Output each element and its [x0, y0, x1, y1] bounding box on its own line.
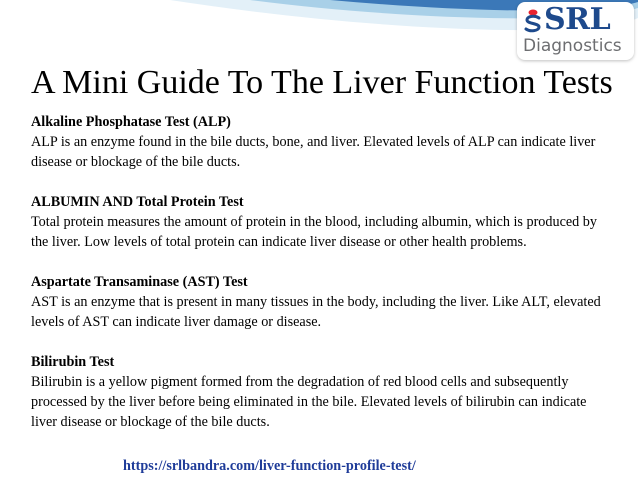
logo-mark-icon	[522, 8, 544, 34]
section-ast	[31, 272, 616, 332]
section-text: AST is an enzyme that is present in many tissues in the body, including the liver. Like ALT, elevated levels of AST can indicate liver damage or disease.	[31, 294, 601, 330]
page-title: A Mini Guide To The Liver Function Tests	[31, 64, 613, 101]
section-albumin	[31, 192, 616, 252]
logo-subtitle: Diagnostics	[523, 36, 622, 56]
srl-logo	[517, 2, 634, 60]
section-alp	[31, 112, 616, 172]
section-heading: ALBUMIN AND Total Protein Test	[31, 194, 244, 210]
section-bilirubin	[31, 352, 616, 432]
logo-wordmark: SRL	[544, 2, 611, 37]
section-heading: Aspartate Transaminase (AST) Test	[31, 274, 248, 290]
section-heading: Bilirubin Test	[31, 354, 115, 370]
content-body	[31, 112, 616, 452]
website-link[interactable]: https://srlbandra.com/liver-function-profile-test/	[123, 458, 416, 474]
section-text: Bilirubin is a yellow pigment formed from the degradation of red blood cells and subsequently processed by the liver before being eliminated in the bile. Elevated levels of bilirubin can indicate liver disease or blockage of the bile ducts.	[31, 374, 587, 430]
section-text: Total protein measures the amount of protein in the blood, including albumin, which is produced by the liver. Low levels of total protein can indicate liver disease or other health problems.	[31, 214, 597, 250]
section-heading: Alkaline Phosphatase Test (ALP)	[31, 114, 231, 130]
section-text: ALP is an enzyme found in the bile ducts, bone, and liver. Elevated levels of ALP can indicate liver disease or blockage of the bile ducts.	[31, 134, 596, 170]
